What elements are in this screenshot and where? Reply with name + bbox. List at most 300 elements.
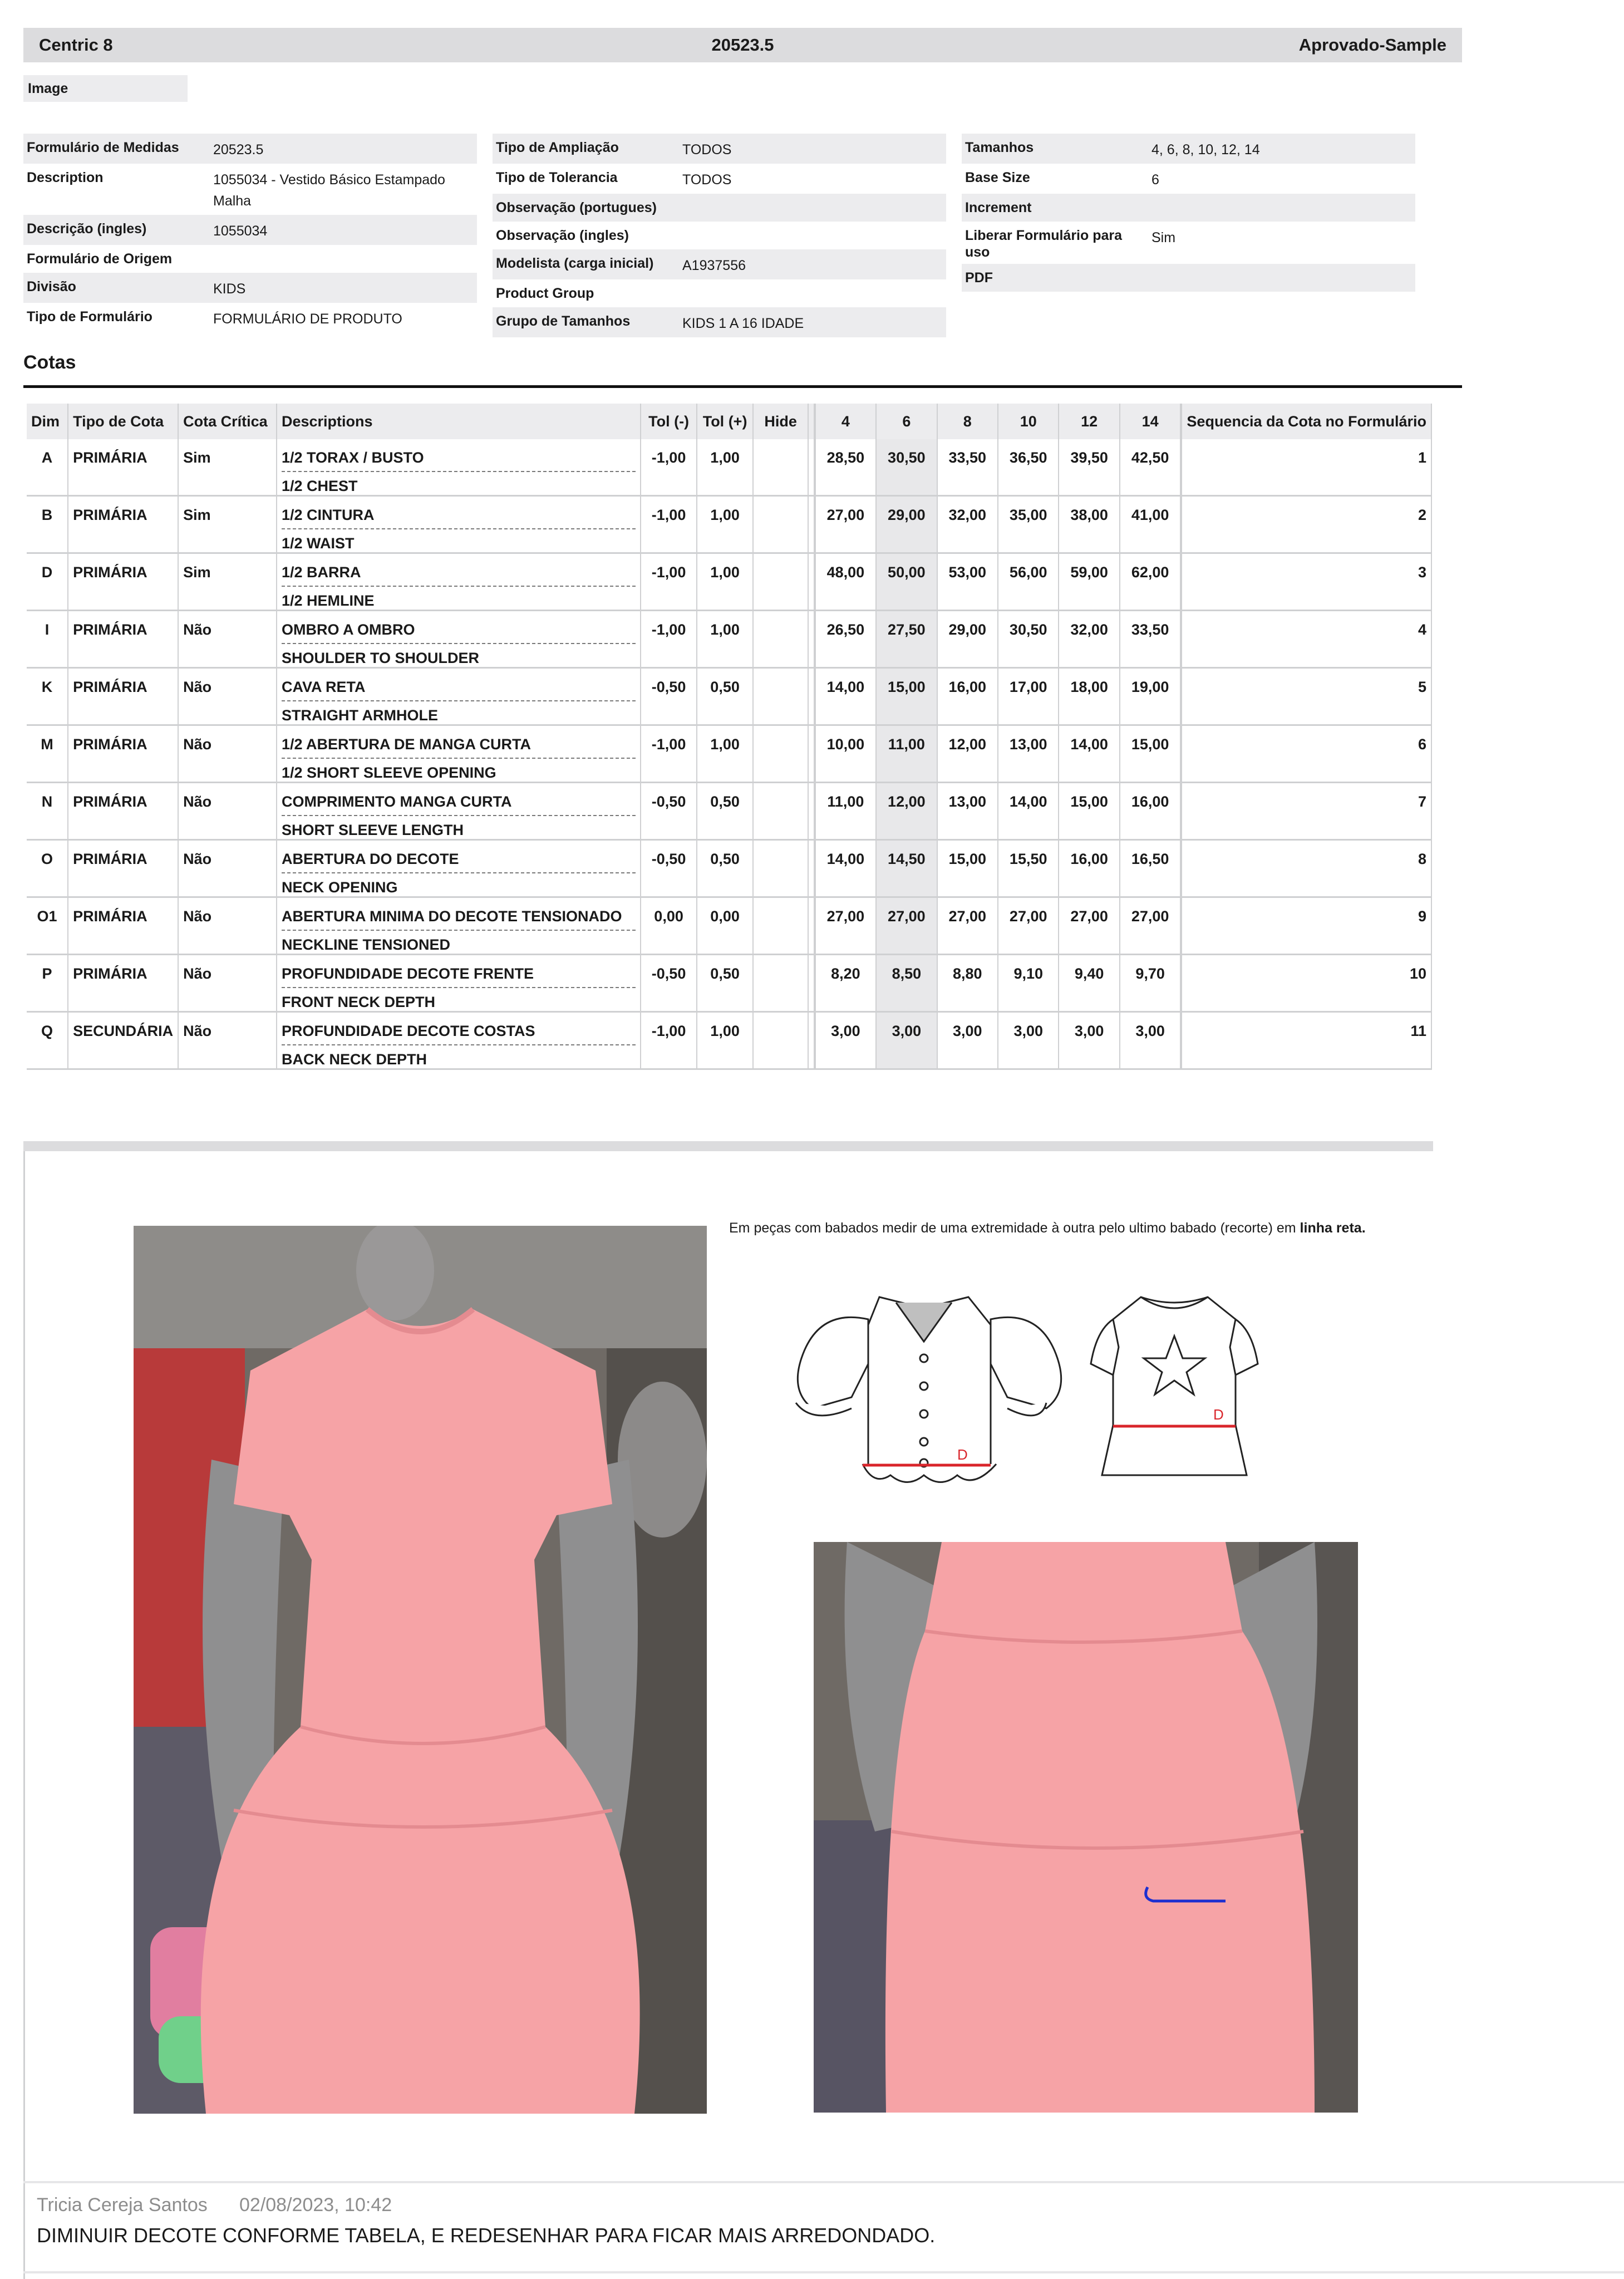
cell-size-14-text: 16,00 xyxy=(1131,793,1169,810)
info-key: Observação (portugues) xyxy=(496,200,657,215)
cell-dim-text: O xyxy=(41,851,53,867)
cell-gap xyxy=(808,955,815,1012)
info-value: 4, 6, 8, 10, 12, 14 xyxy=(1151,142,1260,158)
cell-tol-minus-text: -1,00 xyxy=(651,736,686,753)
cell-tipo xyxy=(68,611,178,668)
col-header-tol-minus[interactable]: Tol (-) xyxy=(641,404,697,439)
cell-size-8-text: 8,80 xyxy=(953,965,982,982)
cell-gap xyxy=(808,496,815,553)
cell-tol-plus-text: 1,00 xyxy=(710,621,740,638)
cell-size-4-text: 14,00 xyxy=(826,851,865,867)
cell-hide xyxy=(753,1012,808,1069)
cell-size-8 xyxy=(937,496,998,553)
table-row[interactable] xyxy=(27,668,1431,725)
cell-dim-text: I xyxy=(45,621,50,638)
table-row[interactable] xyxy=(27,1012,1431,1069)
cell-hide xyxy=(753,553,808,611)
cell-size-12-text: 14,00 xyxy=(1070,736,1108,753)
cell-sequencia-text: 6 xyxy=(1418,736,1426,753)
cell-size-14 xyxy=(1120,668,1182,725)
cell-size-12 xyxy=(1059,725,1119,783)
cell-critica-text: Não xyxy=(183,793,212,810)
cell-critica-text: Sim xyxy=(183,507,211,523)
cell-size-6 xyxy=(876,553,937,611)
desc-en: NECK OPENING xyxy=(282,879,398,896)
cell-tipo xyxy=(68,897,178,955)
cell-tipo xyxy=(68,725,178,783)
col-header-size-10[interactable]: 10 xyxy=(998,404,1059,439)
cell-size-12-text: 27,00 xyxy=(1070,908,1108,925)
cell-size-14-text: 9,70 xyxy=(1135,965,1165,982)
cotas-table xyxy=(27,404,1432,1070)
cell-size-6-text: 8,50 xyxy=(892,965,922,982)
cell-critica-text: Não xyxy=(183,965,212,982)
cell-dim-text: N xyxy=(41,793,53,810)
cell-sequencia xyxy=(1181,439,1431,496)
info-row xyxy=(962,264,1415,292)
col-header-descriptions[interactable]: Descriptions xyxy=(277,404,641,439)
cell-size-4-text: 10,00 xyxy=(826,736,865,753)
info-row xyxy=(23,215,477,245)
desc-en: FRONT NECK DEPTH xyxy=(282,994,435,1010)
cell-dim-text: Q xyxy=(41,1023,53,1039)
cell-size-12-text: 15,00 xyxy=(1070,793,1108,810)
info-value: KIDS xyxy=(213,281,246,297)
cell-size-4-text: 28,50 xyxy=(826,449,865,466)
cell-size-12-text: 38,00 xyxy=(1070,507,1108,523)
cell-sequencia xyxy=(1181,897,1431,955)
table-row[interactable] xyxy=(27,611,1431,668)
cell-size-4-text: 27,00 xyxy=(826,507,865,523)
cell-dim-text: O1 xyxy=(37,908,57,925)
cell-size-6-text: 14,50 xyxy=(888,851,926,867)
cell-size-6 xyxy=(876,725,937,783)
cell-size-8 xyxy=(937,725,998,783)
cell-tol-plus-text: 1,00 xyxy=(710,1023,740,1039)
cell-size-14-text: 27,00 xyxy=(1131,908,1169,925)
cell-tipo-text: PRIMÁRIA xyxy=(73,736,147,753)
cell-critica xyxy=(178,897,277,955)
table-row[interactable] xyxy=(27,897,1431,955)
cell-tipo xyxy=(68,840,178,897)
info-value xyxy=(1148,264,1410,273)
cell-tipo xyxy=(68,668,178,725)
col-header-size-12[interactable]: 12 xyxy=(1059,404,1119,439)
cell-tipo xyxy=(68,955,178,1012)
info-value xyxy=(679,222,941,230)
info-column-1 xyxy=(23,134,477,333)
cell-hide xyxy=(753,496,808,553)
cell-size-6 xyxy=(876,439,937,496)
col-header-size-6[interactable]: 6 xyxy=(876,404,937,439)
cell-size-8-text: 27,00 xyxy=(948,908,987,925)
cell-size-10 xyxy=(998,783,1059,840)
cell-size-10 xyxy=(998,439,1059,496)
info-row xyxy=(493,222,946,249)
cell-critica-text: Não xyxy=(183,736,212,753)
desc-pt: 1/2 CINTURA xyxy=(282,497,636,529)
cell-dim-text: K xyxy=(41,679,53,695)
cell-size-8 xyxy=(937,840,998,897)
cell-hide xyxy=(753,783,808,840)
cell-size-6-text: 27,50 xyxy=(888,621,926,638)
cell-size-14 xyxy=(1120,496,1182,553)
table-row[interactable] xyxy=(27,553,1431,611)
cell-size-6-text: 12,00 xyxy=(888,793,926,810)
cell-size-14-text: 62,00 xyxy=(1131,564,1169,581)
cell-dim xyxy=(27,668,68,725)
cell-size-12 xyxy=(1059,955,1119,1012)
cell-size-14 xyxy=(1120,897,1182,955)
cell-sequencia xyxy=(1181,611,1431,668)
col-header-size-4[interactable]: 4 xyxy=(815,404,876,439)
table-row[interactable] xyxy=(27,840,1431,897)
col-header-tipo[interactable]: Tipo de Cota xyxy=(68,404,178,439)
table-header-row xyxy=(27,404,1431,439)
cell-tipo-text: PRIMÁRIA xyxy=(73,507,147,523)
cell-sequencia xyxy=(1181,955,1431,1012)
cell-tol-plus-text: 0,50 xyxy=(710,965,740,982)
cell-descriptions xyxy=(277,955,641,1012)
cell-hide xyxy=(753,840,808,897)
cell-tol-plus xyxy=(697,725,753,783)
cell-tol-plus-text: 1,00 xyxy=(710,507,740,523)
cell-tipo xyxy=(68,1012,178,1069)
cell-tipo-text: SECUNDÁRIA xyxy=(73,1023,174,1039)
cell-sequencia-text: 7 xyxy=(1418,793,1426,810)
col-header-gap xyxy=(808,404,815,439)
cell-tol-plus xyxy=(697,439,753,496)
cell-size-8 xyxy=(937,439,998,496)
cell-critica xyxy=(178,955,277,1012)
cell-tipo-text: PRIMÁRIA xyxy=(73,851,147,867)
cell-size-10-text: 35,00 xyxy=(1009,507,1047,523)
cell-sequencia xyxy=(1181,783,1431,840)
cell-hide xyxy=(753,439,808,496)
cell-size-12-text: 9,40 xyxy=(1074,965,1104,982)
cell-size-6 xyxy=(876,897,937,955)
info-value: FORMULÁRIO DE PRODUTO xyxy=(213,311,402,327)
info-key: Formulário de Origem xyxy=(27,251,173,267)
cell-size-8-text: 32,00 xyxy=(948,507,987,523)
cell-hide-text xyxy=(758,554,803,607)
cell-tol-minus xyxy=(641,840,697,897)
cell-size-12 xyxy=(1059,1012,1119,1069)
desc-pt: ABERTURA DO DECOTE xyxy=(282,841,636,873)
cell-tipo-text: PRIMÁRIA xyxy=(73,449,147,466)
cell-size-12 xyxy=(1059,668,1119,725)
cell-sequencia xyxy=(1181,1012,1431,1069)
cell-size-4-text: 27,00 xyxy=(826,908,865,925)
cell-sequencia-text: 3 xyxy=(1418,564,1426,581)
cell-critica-text: Não xyxy=(183,679,212,695)
cell-hide-text xyxy=(758,841,803,894)
cell-size-12-text: 39,50 xyxy=(1070,449,1108,466)
cell-critica xyxy=(178,611,277,668)
info-key: Observação (ingles) xyxy=(496,228,629,243)
cell-size-10-text: 15,50 xyxy=(1009,851,1047,867)
section-divider xyxy=(23,385,1462,388)
cell-tol-minus xyxy=(641,897,697,955)
table-row[interactable] xyxy=(27,783,1431,840)
info-value: 6 xyxy=(1151,172,1159,188)
cell-tol-minus xyxy=(641,668,697,725)
info-row xyxy=(23,273,477,303)
cell-size-6-text: 3,00 xyxy=(892,1023,922,1039)
info-key: Tamanhos xyxy=(965,140,1034,155)
cell-sequencia xyxy=(1181,668,1431,725)
cell-sequencia-text: 8 xyxy=(1418,851,1426,867)
cell-size-8 xyxy=(937,955,998,1012)
cell-size-8-text: 13,00 xyxy=(948,793,987,810)
cell-hide-text xyxy=(758,497,803,550)
cell-hide-text xyxy=(758,669,803,722)
cell-descriptions xyxy=(277,1012,641,1069)
cell-critica xyxy=(178,439,277,496)
cell-tol-minus-text: -0,50 xyxy=(651,793,686,810)
cell-tol-minus-text: -1,00 xyxy=(651,1023,686,1039)
cell-tol-minus-text: -1,00 xyxy=(651,507,686,523)
cell-critica-text: Não xyxy=(183,851,212,867)
info-key: Liberar Formulário para uso xyxy=(965,228,1123,260)
cell-hide xyxy=(753,668,808,725)
info-row xyxy=(23,245,477,273)
cell-dim-text: P xyxy=(42,965,52,982)
cell-size-8 xyxy=(937,897,998,955)
cell-size-12 xyxy=(1059,783,1119,840)
col-header-size-8[interactable]: 8 xyxy=(937,404,998,439)
cell-sequencia-text: 11 xyxy=(1410,1023,1426,1039)
cell-critica xyxy=(178,496,277,553)
cell-critica-text: Não xyxy=(183,908,212,925)
cell-size-8-text: 12,00 xyxy=(948,736,987,753)
section-title-cotas: Cotas xyxy=(23,352,76,373)
cell-size-12-text: 59,00 xyxy=(1070,564,1108,581)
cell-gap xyxy=(808,897,815,955)
cell-hide-text xyxy=(758,955,803,1009)
cell-descriptions xyxy=(277,668,641,725)
cell-dim xyxy=(27,553,68,611)
cell-size-10 xyxy=(998,955,1059,1012)
info-value: KIDS 1 A 16 IDADE xyxy=(682,316,804,331)
dress-photo-front xyxy=(134,1226,707,2114)
info-key: Description xyxy=(27,170,104,185)
cell-size-12 xyxy=(1059,840,1119,897)
cell-dim xyxy=(27,1012,68,1069)
info-row xyxy=(493,279,946,307)
cell-gap xyxy=(808,725,815,783)
cell-descriptions xyxy=(277,496,641,553)
cell-gap xyxy=(808,439,815,496)
cell-size-4 xyxy=(815,553,876,611)
info-row xyxy=(493,164,946,194)
cell-size-10 xyxy=(998,496,1059,553)
desc-en: 1/2 CHEST xyxy=(282,478,358,494)
table-row[interactable] xyxy=(27,725,1431,783)
cell-size-4 xyxy=(815,783,876,840)
cell-critica-text: Não xyxy=(183,1023,212,1039)
table-row[interactable] xyxy=(27,955,1431,1012)
col-header-size-14[interactable]: 14 xyxy=(1120,404,1182,439)
col-header-hide[interactable]: Hide xyxy=(753,404,808,439)
cell-tol-minus xyxy=(641,955,697,1012)
cell-tol-plus xyxy=(697,840,753,897)
image-section-label: Image xyxy=(23,75,188,102)
cell-sequencia xyxy=(1181,496,1431,553)
info-value xyxy=(1148,194,1410,203)
cell-size-12 xyxy=(1059,611,1119,668)
cell-size-14 xyxy=(1120,1012,1182,1069)
col-header-dim[interactable]: Dim xyxy=(27,404,68,439)
cell-size-8 xyxy=(937,668,998,725)
info-key: Tipo de Tolerancia xyxy=(496,170,618,185)
cell-critica xyxy=(178,840,277,897)
cell-size-10-text: 14,00 xyxy=(1009,793,1047,810)
cell-tipo-text: PRIMÁRIA xyxy=(73,793,147,810)
cell-tipo-text: PRIMÁRIA xyxy=(73,965,147,982)
cell-size-12-text: 32,00 xyxy=(1070,621,1108,638)
garment-sketches xyxy=(768,1286,1302,1520)
cell-size-6-text: 50,00 xyxy=(888,564,926,581)
cell-tol-plus xyxy=(697,553,753,611)
cell-size-6 xyxy=(876,668,937,725)
desc-pt: OMBRO A OMBRO xyxy=(282,611,636,644)
cell-gap xyxy=(808,840,815,897)
info-key: Increment xyxy=(965,200,1032,215)
info-value xyxy=(679,279,941,288)
cell-size-14 xyxy=(1120,725,1182,783)
note-text: Em peças com babados medir de uma extremidade à outra pelo ultimo babado (recorte) em xyxy=(729,1220,1296,1236)
info-row xyxy=(23,134,477,164)
cell-size-4 xyxy=(815,897,876,955)
cell-size-12 xyxy=(1059,496,1119,553)
info-row xyxy=(23,164,477,215)
cell-size-8-text: 29,00 xyxy=(948,621,987,638)
comment-body: DIMINUIR DECOTE CONFORME TABELA, E REDESENHAR PARA FICAR MAIS ARREDONDADO. xyxy=(37,2224,936,2247)
info-key: PDF xyxy=(965,270,993,286)
cell-tol-plus-text: 1,00 xyxy=(710,736,740,753)
table-scrollbar[interactable] xyxy=(23,1141,1433,1151)
info-key: Base Size xyxy=(965,170,1030,185)
cell-dim xyxy=(27,439,68,496)
cell-size-14-text: 19,00 xyxy=(1131,679,1169,695)
info-value: 20523.5 xyxy=(213,142,264,158)
cell-size-4 xyxy=(815,611,876,668)
cell-size-8 xyxy=(937,1012,998,1069)
form-id: 20523.5 xyxy=(711,35,774,55)
sketch-label-right: D xyxy=(1213,1406,1224,1423)
cell-tipo xyxy=(68,439,178,496)
info-key: Formulário de Medidas xyxy=(27,140,179,155)
cell-tipo-text: PRIMÁRIA xyxy=(73,679,147,695)
cell-hide xyxy=(753,897,808,955)
cell-size-14 xyxy=(1120,439,1182,496)
cell-tol-minus xyxy=(641,783,697,840)
cell-size-10-text: 13,00 xyxy=(1009,736,1047,753)
cell-critica xyxy=(178,1012,277,1069)
cell-size-6 xyxy=(876,840,937,897)
cell-hide-text xyxy=(758,439,803,493)
cell-size-8-text: 33,50 xyxy=(948,449,987,466)
cell-size-8-text: 15,00 xyxy=(948,851,987,867)
cell-dim xyxy=(27,496,68,553)
comment-divider xyxy=(23,2181,1624,2183)
cell-tol-plus-text: 0,50 xyxy=(710,793,740,810)
col-header-tol-plus[interactable]: Tol (+) xyxy=(697,404,753,439)
cell-size-14 xyxy=(1120,955,1182,1012)
cell-tol-minus-text: -0,50 xyxy=(651,851,686,867)
cell-size-4 xyxy=(815,955,876,1012)
cell-size-14-text: 42,50 xyxy=(1131,449,1169,466)
cell-tol-plus-text: 1,00 xyxy=(710,564,740,581)
info-key: Grupo de Tamanhos xyxy=(496,313,631,329)
col-header-sequencia[interactable]: Sequencia da Cota no Formulário xyxy=(1181,404,1431,439)
cell-tol-plus xyxy=(697,783,753,840)
attachment-border xyxy=(23,1151,25,2279)
info-value: TODOS xyxy=(682,142,732,158)
sketch-label-left: D xyxy=(957,1446,968,1463)
info-value: 1055034 xyxy=(213,223,268,239)
info-row xyxy=(962,222,1415,264)
cell-size-12 xyxy=(1059,553,1119,611)
comment-date: 02/08/2023, 10:42 xyxy=(239,2194,392,2216)
cell-size-12-text: 16,00 xyxy=(1070,851,1108,867)
cell-size-6-text: 30,50 xyxy=(888,449,926,466)
cell-size-6-text: 11,00 xyxy=(888,736,925,753)
table-row[interactable] xyxy=(27,439,1431,496)
cell-size-10 xyxy=(998,897,1059,955)
cell-size-4 xyxy=(815,439,876,496)
cell-size-12 xyxy=(1059,897,1119,955)
desc-en: 1/2 HEMLINE xyxy=(282,592,375,609)
cell-size-10 xyxy=(998,611,1059,668)
cell-sequencia-text: 1 xyxy=(1418,449,1426,466)
info-row xyxy=(962,164,1415,194)
cell-size-6 xyxy=(876,783,937,840)
cell-size-4 xyxy=(815,496,876,553)
cell-size-14-text: 41,00 xyxy=(1131,507,1169,523)
cell-hide-text xyxy=(758,898,803,951)
cell-descriptions xyxy=(277,897,641,955)
cell-tol-plus-text: 0,50 xyxy=(710,679,740,695)
cell-size-10-text: 56,00 xyxy=(1009,564,1047,581)
cell-dim xyxy=(27,783,68,840)
cell-size-10 xyxy=(998,1012,1059,1069)
desc-en: SHOULDER TO SHOULDER xyxy=(282,650,480,666)
cell-size-14-text: 3,00 xyxy=(1135,1023,1165,1039)
cell-dim xyxy=(27,725,68,783)
cell-hide-text xyxy=(758,726,803,779)
col-header-critica[interactable]: Cota Crítica xyxy=(178,404,277,439)
cell-dim xyxy=(27,840,68,897)
cell-tol-minus-text: -0,50 xyxy=(651,965,686,982)
table-row[interactable] xyxy=(27,496,1431,553)
cell-dim xyxy=(27,897,68,955)
cell-size-8 xyxy=(937,783,998,840)
info-row xyxy=(962,194,1415,222)
cell-tol-plus xyxy=(697,496,753,553)
desc-pt: PROFUNDIDADE DECOTE COSTAS xyxy=(282,1013,636,1045)
info-column-3 xyxy=(962,134,1415,292)
cell-size-4-text: 26,50 xyxy=(826,621,865,638)
desc-pt: ABERTURA MINIMA DO DECOTE TENSIONADO xyxy=(282,898,636,931)
cell-tol-minus xyxy=(641,611,697,668)
cell-size-4-text: 48,00 xyxy=(826,564,865,581)
cell-critica-text: Sim xyxy=(183,449,211,466)
cell-descriptions xyxy=(277,611,641,668)
cell-size-10 xyxy=(998,725,1059,783)
info-key: Modelista (carga inicial) xyxy=(496,256,654,271)
